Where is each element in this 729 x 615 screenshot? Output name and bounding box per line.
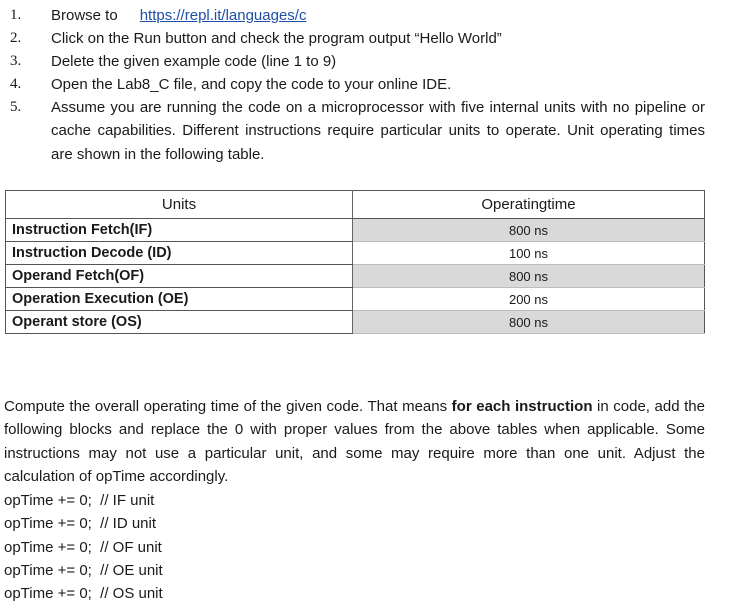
code-line: opTime += 0; // OS unit (4, 585, 163, 603)
code-line: opTime += 0; // IF unit (4, 492, 155, 509)
unit-name: Instruction Fetch(IF) (6, 219, 353, 242)
unit-name: Instruction Decode (ID) (6, 242, 353, 265)
paragraph-text: in code, add the following blocks and replace the 0 with proper values from the above tables when applicable. Some instructions may not use a particular unit, and some may require more than one unit. Adjust the calculation of opTime accordingly. (4, 398, 705, 485)
unit-operating-times-table (5, 190, 705, 334)
instructions-paragraph (4, 395, 705, 488)
unit-time: 100 ns (353, 242, 705, 265)
code-snippet (4, 489, 163, 605)
table-row (6, 288, 705, 311)
table-row (6, 219, 705, 242)
code-line: opTime += 0; // OF unit (4, 538, 162, 556)
code-line: opTime += 0; // ID unit (4, 515, 157, 533)
unit-time: 800 ns (353, 311, 705, 334)
step-number: 1. (10, 7, 22, 23)
repl-link[interactable]: https://repl.it/languages/c (139, 7, 307, 24)
unit-name: Operand Fetch(OF) (6, 265, 353, 288)
step-number: 5. (10, 99, 22, 115)
step-number: 2. (10, 30, 22, 46)
step-label: Browse to (51, 7, 118, 24)
step-text: Click on the Run button and check the program output “Hello World” (51, 30, 502, 47)
paragraph-text: Compute the overall operating time of the given code. That means (4, 398, 452, 415)
step-text: Assume you are running the code on a microprocessor with five internal units with no pipeline or cache capabilities. Different instructions require particular units to operate. Unit operating times are shown in the following table. (51, 99, 705, 163)
step-text (51, 4, 705, 27)
code-line: opTime += 0; // OE unit (4, 561, 163, 579)
unit-time: 200 ns (353, 288, 705, 311)
step-text: Open the Lab8_C file, and copy the code to your online IDE. (51, 76, 452, 93)
table-row (6, 311, 705, 334)
unit-name: Operant store (OS) (6, 311, 353, 334)
step-number: 4. (10, 76, 22, 92)
step-text: Delete the given example code (line 1 to 9) (51, 53, 337, 70)
step-number: 3. (10, 53, 22, 69)
table-row (6, 242, 705, 265)
units-header: Units (6, 191, 353, 219)
unit-time: 800 ns (353, 265, 705, 288)
table-row (6, 265, 705, 288)
unit-name: Operation Execution (OE) (6, 288, 353, 311)
table-header-row (6, 191, 705, 219)
paragraph-emphasis: for each instruction (451, 398, 593, 415)
operating-time-header: Operatingtime (353, 191, 705, 219)
unit-time: 800 ns (353, 219, 705, 242)
